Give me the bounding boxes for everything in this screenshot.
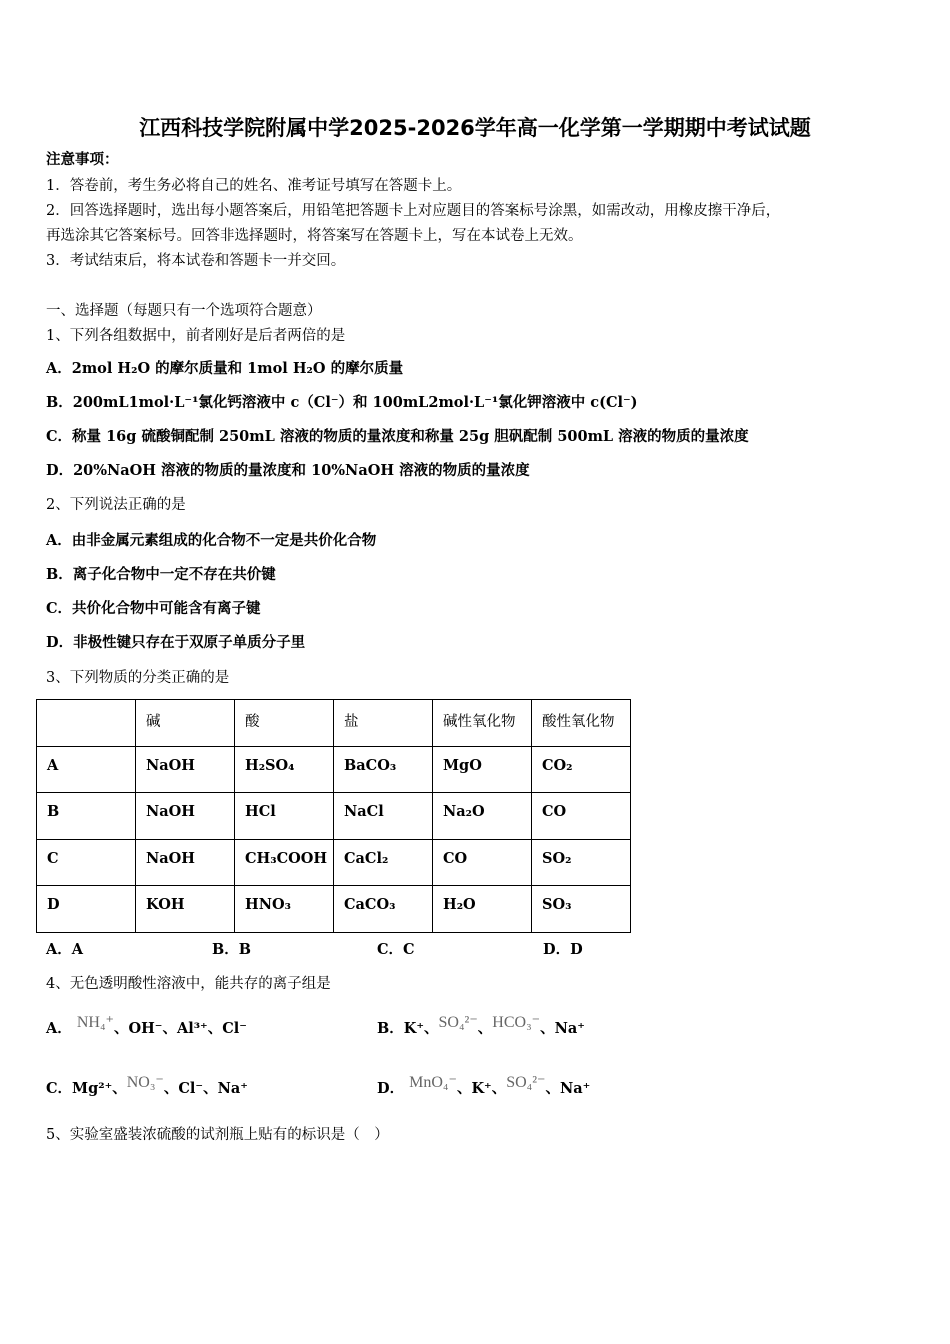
table-cell: CO: [433, 839, 532, 886]
table-cell: NaCl: [334, 793, 433, 840]
table-header-cell: 碱性氧化物: [433, 700, 532, 747]
option-text: 、: [477, 1020, 493, 1037]
table-cell: NaOH: [136, 746, 235, 793]
option-text: 、K⁺、: [456, 1080, 507, 1097]
table-cell: H₂O: [433, 886, 532, 933]
table-cell: BaCO₃: [334, 746, 433, 793]
table-cell: A: [37, 746, 136, 793]
notice-item: 3．考试结束后，将本试卷和答题卡一并交回。: [46, 253, 346, 269]
table-header-row: [37, 700, 631, 747]
notice-item: 再选涂其它答案标号。回答非选择题时，将答案写在答题卡上，写在本试卷上无效。: [46, 228, 583, 244]
question-3-option-a: A．A: [46, 941, 84, 958]
question-1-stem: 1、下列各组数据中，前者刚好是后者两倍的是: [46, 328, 346, 344]
ion-formula: MnO₄⁻: [409, 1074, 457, 1091]
question-2-option-a: A．由非金属元素组成的化合物不一定是共价化合物: [46, 532, 377, 549]
table-cell: SO₂: [532, 839, 631, 886]
question-2-option-b: B．离子化合物中一定不存在共价键: [46, 566, 276, 583]
question-2-option-c: C．共价化合物中可能含有离子键: [46, 600, 261, 617]
table-cell: D: [37, 886, 136, 933]
table-cell: SO₃: [532, 886, 631, 933]
table-cell: CO: [532, 793, 631, 840]
table-cell: MgO: [433, 746, 532, 793]
question-2-option-d: D．非极性键只存在于双原子单质分子里: [46, 634, 306, 651]
option-text: 、Na⁺: [540, 1020, 585, 1037]
question-1-option-a: A．2mol H₂O 的摩尔质量和 1mol H₂O 的摩尔质量: [46, 360, 404, 377]
question-4-stem: 4、无色透明酸性溶液中，能共存的离子组是: [46, 976, 331, 992]
notice-item: 1．答卷前，考生务必将自己的姓名、准考证号填写在答题卡上。: [46, 178, 462, 194]
table-cell: HNO₃: [235, 886, 334, 933]
table-cell: H₂SO₄: [235, 746, 334, 793]
table-row: [37, 886, 631, 933]
table-header-cell: [37, 700, 136, 747]
question-3-option-d: D．D: [543, 941, 583, 958]
question-3-option-b: B．B: [212, 941, 252, 958]
option-text: 、Cl⁻、Na⁺: [163, 1080, 248, 1097]
question-4-option-b: [377, 1014, 585, 1039]
ion-formula: HCO₃⁻: [492, 1014, 541, 1031]
question-4-option-a: [46, 1014, 247, 1039]
table-cell: CaCl₂: [334, 839, 433, 886]
section-heading: 一、选择题（每题只有一个选项符合题意）: [46, 303, 322, 319]
table-cell: CO₂: [532, 746, 631, 793]
table-cell: C: [37, 839, 136, 886]
option-label: C．Mg²⁺、: [46, 1080, 127, 1097]
table-header-cell: 盐: [334, 700, 433, 747]
table-header-cell: 酸: [235, 700, 334, 747]
table-cell: CaCO₃: [334, 886, 433, 933]
table-cell: NaOH: [136, 839, 235, 886]
notice-heading: 注意事项：: [46, 151, 119, 168]
classification-table: [36, 699, 631, 933]
table-cell: KOH: [136, 886, 235, 933]
notice-item: 2．回答选择题时，选出每小题答案后，用铅笔把答题卡上对应题目的答案标号涂黑，如需改动，用橡皮擦干净后，: [46, 203, 781, 219]
option-label: A．: [46, 1020, 72, 1037]
table-header-cell: 碱: [136, 700, 235, 747]
question-3-stem: 3、下列物质的分类正确的是: [46, 670, 230, 686]
ion-formula: SO₄²⁻: [506, 1074, 546, 1091]
ion-formula: NO₃⁻: [126, 1074, 164, 1091]
option-label: D．: [377, 1080, 405, 1097]
question-4-option-c: [46, 1074, 248, 1099]
page-title: 江西科技学院附属中学2025-2026学年高一化学第一学期期中考试试题: [139, 116, 811, 140]
table-cell: Na₂O: [433, 793, 532, 840]
option-label: B．K⁺、: [377, 1020, 439, 1037]
question-3-option-c: C．C: [377, 941, 415, 958]
option-text: 、Na⁺: [545, 1080, 591, 1097]
ion-formula: NH₄⁺: [76, 1014, 114, 1031]
table-cell: HCl: [235, 793, 334, 840]
table-cell: B: [37, 793, 136, 840]
question-1-option-b: B．200mL1mol·L⁻¹氯化钙溶液中 c（Cl⁻）和 100mL2mol·L⁻¹氯化钾溶液中 c(Cl⁻): [46, 394, 638, 411]
table-row: [37, 746, 631, 793]
table-header-cell: 酸性氧化物: [532, 700, 631, 747]
table-row: [37, 793, 631, 840]
table-cell: CH₃COOH: [235, 839, 334, 886]
table-cell: NaOH: [136, 793, 235, 840]
question-1-option-d: D．20%NaOH 溶液的物质的量浓度和 10%NaOH 溶液的物质的量浓度: [46, 462, 530, 479]
question-4-option-d: [377, 1074, 591, 1099]
option-text: 、OH⁻、Al³⁺、Cl⁻: [113, 1020, 247, 1037]
question-2-stem: 2、下列说法正确的是: [46, 497, 186, 513]
question-5-stem: 5、实验室盛装浓硫酸的试剂瓶上贴有的标识是（ ）: [46, 1127, 389, 1143]
question-1-option-c: C．称量 16g 硫酸铜配制 250mL 溶液的物质的量浓度和称量 25g 胆矾配制 500mL 溶液的物质的量浓度: [46, 428, 749, 445]
table-row: [37, 839, 631, 886]
ion-formula: SO₄²⁻: [438, 1014, 478, 1031]
